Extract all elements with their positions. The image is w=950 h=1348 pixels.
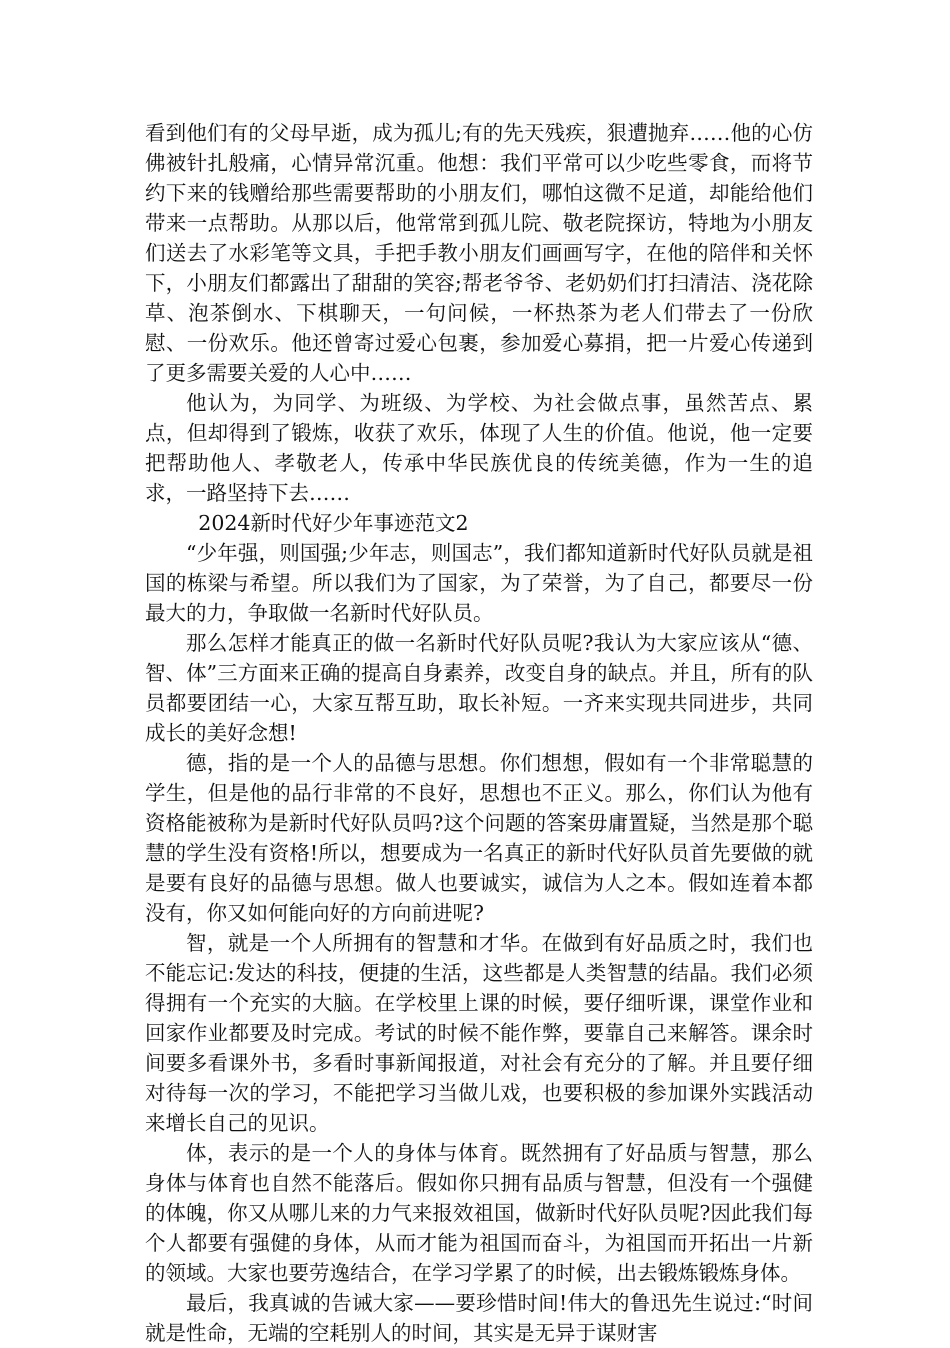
paragraph-physique: 体，表示的是一个人的身体与体育。既然拥有了好品质与智慧，那么身体与体育也自然不能落后。假如你只拥有品质与智慧，但没有一个强健的体魄，你又从哪儿来的力气来报效祖国，做新时代好队员呢?因此我们每个人都要有强健的身体，从而才能为祖国而奋斗，为祖国而开拓出一片新的领域。大家也要劳逸结合，在学习学累了的时候，出去锻炼锻炼身体。 xyxy=(145,1141,813,1285)
section-heading: 2024新时代好少年事迹范文2 xyxy=(198,511,469,535)
paragraph-life-value: 他认为，为同学、为班级、为学校、为社会做点事，虽然苦点、累点，但却得到了锻炼，收获了欢乐，体现了人生的价值。他说，他一定要把帮助他人、孝敬老人，传承中华民族优良的传统美德，作为一生的追求，一路坚持下去…… xyxy=(145,391,813,505)
paragraph-cherish-time: 最后，我真诚的告诫大家——要珍惜时间!伟大的鲁迅先生说过:“时间就是性命，无端的空耗别人的时间，其实是无异于谋财害 xyxy=(145,1291,813,1345)
paragraph-morality: 德，指的是一个人的品德与思想。你们想想，假如有一个非常聪慧的学生，但是他的品行非常的不良好，思想也不正义。那么，你们认为他有资格能被称为是新时代好队员吗?这个问题的答案毋庸置疑，当然是那个聪慧的学生没有资格!所以，想要成为一名真正的新时代好队员首先要做的就是要有良好的品德与思想。做人也要诚实，诚信为人之本。假如连着本都没有，你又如何能向好的方向前进呢? xyxy=(145,751,813,925)
paragraph-wisdom: 智，就是一个人所拥有的智慧和才华。在做到有好品质之时，我们也不能忘记:发达的科技，便捷的生活，这些都是人类智慧的结晶。我们必须得拥有一个充实的大脑。在学校里上课的时候，要仔细听课，课堂作业和回家作业都要及时完成。考试的时候不能作弊，要靠自己来解答。课余时间要多看课外书，多看时事新闻报道，对社会有充分的了解。并且要仔细对待每一次的学习，不能把学习当做儿戏，也要积极的参加课外实践活动来增长自己的见识。 xyxy=(145,931,813,1135)
paragraph-orphan-story: 看到他们有的父母早逝，成为孤儿;有的先天残疾，狠遭抛弃……他的心仿佛被针扎般痛，心情异常沉重。他想：我们平常可以少吃些零食，而将节约下来的钱赠给那些需要帮助的小朋友们，哪怕这微不足道，却能给他们带来一点帮助。从那以后，他常常到孤儿院、敬老院探访，特地为小朋友们送去了水彩笔等文具，手把手教小朋友们画画写字，在他的陪伴和关怀下，小朋友们都露出了甜甜的笑容;帮老爷爷、老奶奶们打扫清洁、浇花除草、泡茶倒水、下棋聊天，一句问候，一杯热茶为老人们带去了一份欣慰、一份欢乐。他还曾寄过爱心包裹，参加爱心募捐，把一片爱心传递到了更多需要关爱的人心中…… xyxy=(145,121,813,385)
paragraph-youth-strong: “少年强，则国强;少年志，则国志”，我们都知道新时代好队员就是祖国的栋梁与希望。所以我们为了国家，为了荣誉，为了自己，都要尽一份最大的力，争取做一名新时代好队员。 xyxy=(145,541,813,625)
document-body xyxy=(145,118,813,1348)
paragraph-how-to-be: 那么怎样才能真正的做一名新时代好队员呢?我认为大家应该从“德、智、体”三方面来正确的提高自身素养，改变自身的缺点。并且，所有的队员都要团结一心，大家互帮互助，取长补短。一齐来实现共同进步，共同成长的美好念想! xyxy=(145,631,813,745)
